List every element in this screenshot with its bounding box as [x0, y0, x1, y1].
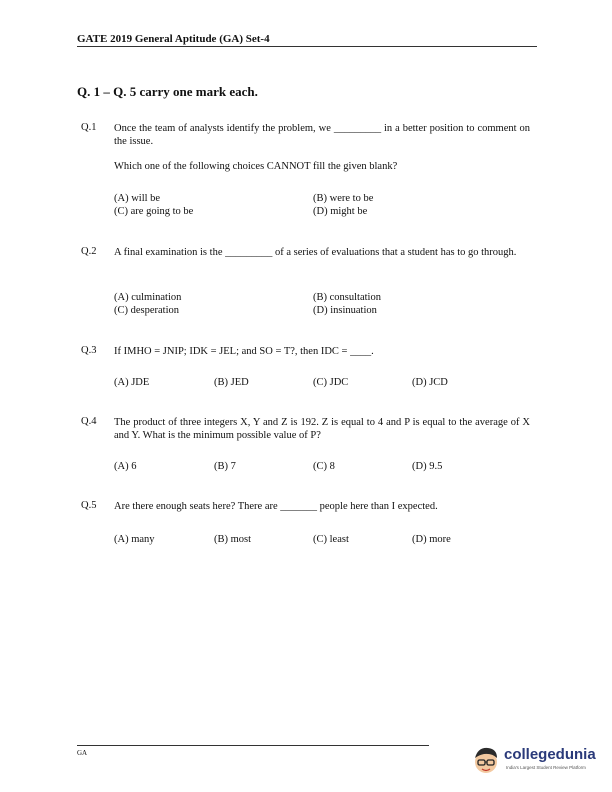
option: (B) consultation: [313, 292, 381, 303]
question-text: Once the team of analysts identify the problem, we _________ in a better position to comment on the issue.: [114, 123, 530, 147]
question-number: Q.5: [81, 500, 97, 511]
question-text: If IMHO = JNIP; IDK = JEL; and SO = T?, then IDC = ____.: [114, 346, 374, 357]
option: (D) might be: [313, 206, 368, 217]
logo-tagline: India's Largest Student Review Platform: [506, 765, 586, 770]
option: (D) JCD: [412, 377, 448, 388]
option: (A) 6: [114, 461, 137, 472]
section-title: Q. 1 – Q. 5 carry one mark each.: [77, 84, 258, 99]
option: (A) culmination: [114, 292, 182, 303]
logo-name: collegedunia: [504, 746, 596, 763]
collegedunia-logo-icon: [470, 744, 502, 776]
question-text: The product of three integers X, Y and Z is 192. Z is equal to 4 and P is equal to the average of X and Y. What is the minimum possible value of P?: [114, 417, 530, 441]
option: (D) 9.5: [412, 461, 443, 472]
option: (B) most: [214, 534, 252, 545]
option: (B) JED: [214, 377, 249, 388]
option: (C) JDC: [313, 377, 349, 388]
option: (D) insinuation: [313, 305, 377, 316]
option: (C) are going to be: [114, 206, 194, 217]
option: (B) 7: [214, 461, 236, 472]
option: (A) will be: [114, 193, 161, 204]
question-number: Q.3: [81, 345, 97, 356]
option: (A) many: [114, 534, 155, 545]
question-text: Are there enough seats here? There are _______ people here than I expected.: [114, 501, 438, 512]
question-number: Q.1: [81, 122, 97, 133]
option: (C) 8: [313, 461, 335, 472]
question-instruction: Which one of the following choices CANNOT fill the given blank?: [114, 161, 398, 172]
header-rule: [77, 46, 537, 47]
footer-rule: [77, 745, 429, 746]
option: (C) least: [313, 534, 349, 545]
page-header: GATE 2019 General Aptitude (GA) Set-4: [77, 33, 270, 45]
question-number: Q.2: [81, 246, 97, 257]
question-text: A final examination is the _________ of a series of evaluations that a student has to go through.: [114, 247, 517, 258]
question-number: Q.4: [81, 416, 97, 427]
option: (B) were to be: [313, 193, 374, 204]
footer-label: GA: [77, 749, 88, 757]
option: (A) JDE: [114, 377, 150, 388]
option: (C) desperation: [114, 305, 180, 316]
option: (D) more: [412, 534, 451, 545]
